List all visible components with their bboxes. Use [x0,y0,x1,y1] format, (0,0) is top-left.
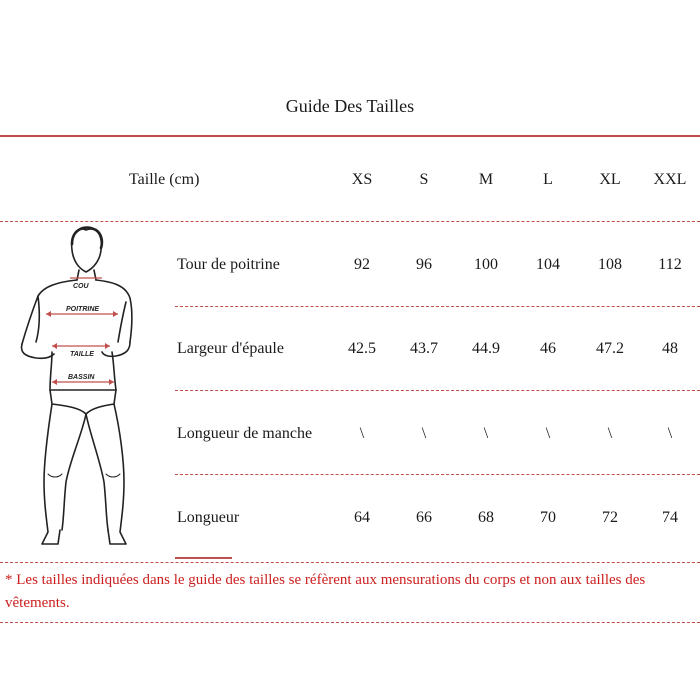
cell-length-m: 68 [478,509,494,526]
cell-sleeve-s: \ [421,425,427,442]
cell-length-xxl: 74 [662,509,678,526]
cell-chest-xs: 92 [354,256,370,273]
figure-label-taille: TAILLE [70,351,94,358]
cell-chest-xl: 108 [598,256,622,273]
figure-label-poitrine: POITRINE [66,306,100,313]
figure-label-bassin: BASSIN [68,374,95,381]
cell-shoulder-s: 43.7 [410,340,438,357]
note-bottom-border [0,622,700,623]
size-header-m: M [478,171,494,188]
row-label-sleeve: Longueur de manche [177,425,313,442]
cell-length-xs: 64 [354,509,370,526]
body-measurement-figure [6,220,156,552]
cell-chest-l: 104 [536,256,560,273]
cell-sleeve-m: \ [483,425,489,442]
figure-label-cou: COU [73,283,89,290]
page-title: Guide Des Tailles [285,96,415,116]
cell-sleeve-xl: \ [607,425,613,442]
size-header-l: L [543,171,553,188]
size-header-s: S [419,171,429,188]
cell-length-l: 70 [540,509,556,526]
cell-shoulder-xs: 42.5 [348,340,376,357]
size-header-xxl: XXL [653,171,687,188]
title-divider [0,135,700,137]
cell-chest-s: 96 [416,256,432,273]
row-label-chest: Tour de poitrine [177,256,280,273]
cell-sleeve-xs: \ [359,425,365,442]
cell-length-xl: 72 [602,509,618,526]
row-label-shoulder: Largeur d'épaule [177,340,284,357]
cell-shoulder-xxl: 48 [662,340,678,357]
cell-shoulder-xl: 47.2 [596,340,624,357]
row-divider [175,474,700,475]
cell-shoulder-m: 44.9 [472,340,500,357]
size-guide-note: * Les tailles indiquées dans le guide des tailles se réfèrent aux mensurations du corps et non aux tailles des vêtements. [5,572,646,611]
cell-shoulder-l: 46 [540,340,556,357]
cell-chest-xxl: 112 [658,256,682,273]
note-top-border [0,562,700,563]
row-label-underline [175,557,232,559]
cell-chest-m: 100 [474,256,498,273]
row-divider [175,306,700,307]
row-label-length: Longueur [177,509,240,526]
size-header-xs: XS [351,171,373,188]
cell-sleeve-xxl: \ [667,425,673,442]
cell-sleeve-l: \ [545,425,551,442]
cell-length-s: 66 [416,509,432,526]
row-divider [175,390,700,391]
size-header-label: Taille (cm) [129,171,200,188]
size-header-xl: XL [599,171,621,188]
